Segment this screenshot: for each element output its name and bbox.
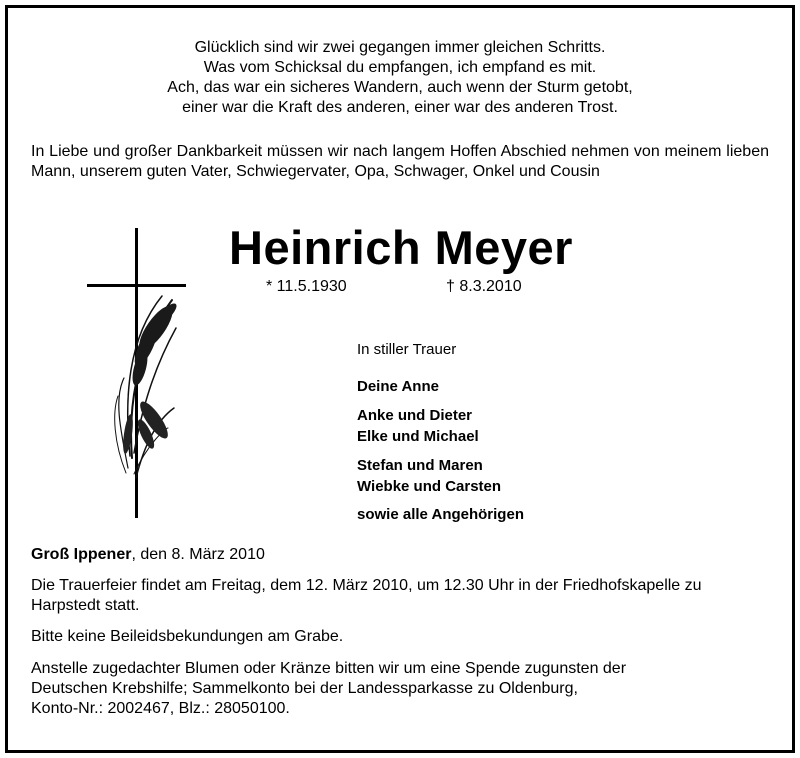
death-date: † 8.3.2010 bbox=[446, 278, 522, 295]
poem-line: Was vom Schicksal du empfangen, ich empfand es mit. bbox=[203, 59, 597, 76]
mourner-line: Anke und Dieter bbox=[357, 407, 473, 424]
cross-with-grass-icon bbox=[84, 228, 194, 525]
poem bbox=[0, 38, 800, 118]
poem-line: Glücklich sind wir zwei gegangen immer gleichen Schritts. bbox=[194, 39, 606, 56]
poem-line: Ach, das war ein sicheres Wandern, auch wenn der Sturm getobt, bbox=[167, 79, 633, 96]
donation-line: Konto-Nr.: 2002467, Blz.: 28050100. bbox=[31, 700, 290, 717]
poem-line: einer war die Kraft des anderen, einer war des anderen Trost. bbox=[182, 99, 618, 116]
intro-text: In Liebe und großer Dankbarkeit müssen wir nach langem Hoffen Abschied nehmen von meinem lieben Mann, unserem guten Vater, Schwiegervater, Opa, Schwager, Onkel und Cousin bbox=[31, 143, 769, 180]
mourners-heading: In stiller Trauer bbox=[357, 341, 457, 358]
mourner-line: Deine Anne bbox=[357, 378, 439, 395]
mourner-line: Wiebke und Carsten bbox=[357, 478, 502, 495]
mourner-line: Elke und Michael bbox=[357, 428, 479, 445]
donation-line: Anstelle zugedachter Blumen oder Kränze bitten wir um eine Spende zugunsten der bbox=[31, 660, 627, 677]
deceased-name: Heinrich Meyer bbox=[229, 221, 573, 274]
notice-date: , den 8. März 2010 bbox=[131, 546, 265, 563]
place-name: Groß Ippener bbox=[31, 546, 132, 563]
birth-date: * 11.5.1930 bbox=[266, 278, 347, 295]
donation-info bbox=[31, 659, 769, 719]
donation-line: Deutschen Krebshilfe; Sammelkonto bei der Landessparkasse zu Oldenburg, bbox=[31, 680, 578, 697]
mourner-line: Stefan und Maren bbox=[357, 457, 483, 474]
no-condolences-note: Bitte keine Beileidsbekundungen am Grabe. bbox=[31, 628, 344, 645]
place-date-line bbox=[31, 545, 769, 565]
service-info: Die Trauerfeier findet am Freitag, dem 12. März 2010, um 12.30 Uhr in der Friedhofskapelle zu Harpstedt statt. bbox=[31, 577, 702, 614]
mourner-line: sowie alle Angehörigen bbox=[357, 506, 524, 523]
